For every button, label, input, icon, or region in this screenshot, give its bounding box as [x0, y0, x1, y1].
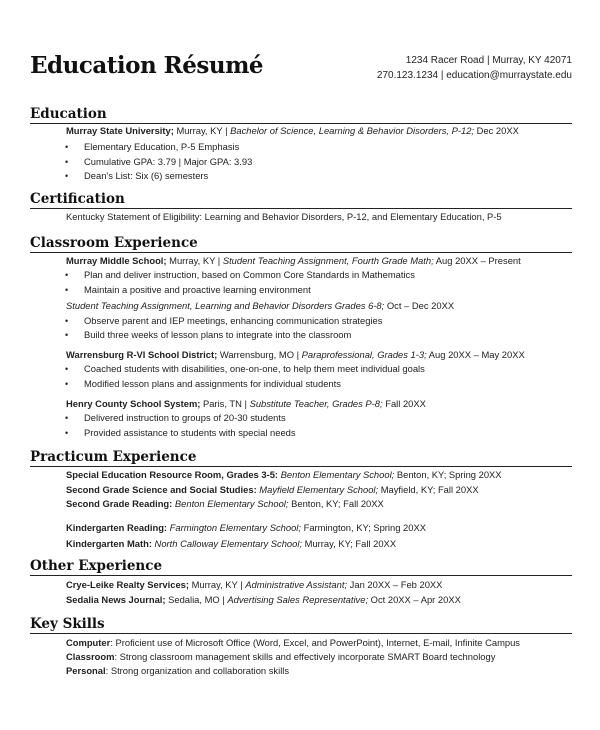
job-role: Paraprofessional, Grades 1-3;: [301, 349, 427, 360]
contact-address: 1234 Racer Road | Murray, KY 42071: [405, 55, 572, 66]
list-item: • Build three weeks of lesson plans to integrate into the classroom: [84, 329, 351, 341]
school-name: Murray State University;: [66, 125, 174, 136]
education-entry: [66, 125, 519, 137]
practicum-course: Second Grade Science and Social Studies:: [66, 484, 257, 495]
job-role: Administrative Assistant;: [245, 579, 348, 590]
job-date: Aug 20XX – Present: [433, 255, 521, 266]
list-item: • Modified lesson plans and assignments for individual students: [84, 378, 341, 390]
employer-location: Paris, TN |: [200, 398, 250, 409]
skill-description: : Proficient use of Microsoft Office (Word, Excel, and PowerPoint), Internet, E-mail, Infinite Campus: [110, 637, 520, 648]
employer-name: Sedalia News Journal;: [66, 594, 166, 605]
list-item: • Coached students with disabilities, one-on-one, to help them meet individual goals: [84, 363, 425, 375]
practicum-course: Kindergarten Reading:: [66, 522, 168, 533]
practicum-course: Kindergarten Math:: [66, 538, 152, 549]
section-divider: [30, 575, 572, 576]
employer-location: Murray, KY |: [189, 579, 246, 590]
section-divider: [30, 208, 572, 209]
list-item: • Elementary Education, P-5 Emphasis: [84, 141, 239, 153]
list-item: • Maintain a positive and proactive learning environment: [84, 284, 311, 296]
practicum-school: Mayfield Elementary School;: [256, 484, 379, 495]
practicum-detail: Murray, KY; Fall 20XX: [302, 538, 397, 549]
skill-category: Computer: [66, 637, 111, 648]
section-heading-classroom-experience: Classroom Experience: [30, 235, 198, 251]
section-divider: [30, 466, 572, 467]
job-date: Aug 20XX – May 20XX: [426, 349, 525, 360]
school-location: Murray, KY |: [173, 125, 231, 136]
practicum-school: North Calloway Elementary School;: [151, 538, 303, 549]
skill-item: [66, 651, 495, 663]
practicum-item: [66, 498, 384, 510]
employer-location: Murray, KY |: [166, 255, 223, 266]
employer-location: Sedalia, MO |: [165, 594, 228, 605]
employer-location: Warrensburg, MO |: [217, 349, 302, 360]
skill-description: : Strong classroom management skills and effectively incorporate SMART Board technology: [114, 651, 496, 662]
section-heading-practicum-experience: Practicum Experience: [30, 449, 197, 465]
section-heading-education: Education: [30, 106, 107, 122]
list-item: • Plan and deliver instruction, based on Common Core Standards in Mathematics: [84, 269, 415, 281]
practicum-item: [66, 522, 426, 534]
job-role: Substitute Teacher, Grades P-8;: [249, 398, 383, 409]
job-role: Advertising Sales Representative;: [227, 594, 369, 605]
practicum-school: Benton Elementary School;: [172, 498, 289, 509]
practicum-school: Farmington Elementary School;: [167, 522, 301, 533]
practicum-detail: Benton, KY; Fall 20XX: [288, 498, 384, 509]
resume-title: Education Résumé: [30, 52, 264, 79]
job-date: Oct – Dec 20XX: [384, 300, 455, 311]
list-item: • Provided assistance to students with special needs: [84, 427, 296, 439]
section-heading-other-experience: Other Experience: [30, 558, 163, 574]
job-date: Fall 20XX: [382, 398, 426, 409]
employer-name: Crye-Leike Realty Services;: [66, 579, 189, 590]
practicum-detail: Benton, KY; Spring 20XX: [394, 469, 502, 480]
experience-entry: [66, 349, 525, 361]
section-divider: [30, 252, 572, 253]
list-item: • Dean's List: Six (6) semesters: [84, 170, 208, 182]
employer-name: Warrensburg R-VI School District;: [66, 349, 218, 360]
list-item: • Observe parent and IEP meetings, enhancing communication strategies: [84, 315, 382, 327]
practicum-detail: Mayfield, KY; Fall 20XX: [378, 484, 479, 495]
experience-entry: [66, 300, 454, 312]
practicum-school: Benton Elementary School;: [278, 469, 395, 480]
contact-phone-email: 270.123.1234 | education@murraystate.edu: [376, 70, 572, 81]
section-heading-certification: Certification: [30, 191, 125, 207]
practicum-course: Second Grade Reading:: [66, 498, 173, 509]
skill-item: [66, 665, 289, 677]
job-date: Jan 20XX – Feb 20XX: [347, 579, 443, 590]
list-item: • Delivered instruction to groups of 20-30 students: [84, 412, 286, 424]
other-experience-item: [66, 579, 442, 591]
job-date: Oct 20XX – Apr 20XX: [368, 594, 461, 605]
experience-entry: [66, 255, 521, 267]
skill-category: Classroom: [66, 651, 115, 662]
job-role: Student Teaching Assignment, Learning and Behavior Disorders Grades 6-8;: [66, 300, 385, 311]
practicum-course: Special Education Resource Room, Grades 3-5:: [66, 469, 279, 480]
certification-text: Kentucky Statement of Eligibility: Learning and Behavior Disorders, P-12, and Elementary Education, P-5: [66, 211, 502, 222]
practicum-detail: Farmington, KY; Spring 20XX: [300, 522, 426, 533]
employer-name: Murray Middle School;: [66, 255, 167, 266]
experience-entry: [66, 398, 426, 410]
practicum-item: [66, 538, 396, 550]
practicum-item: [66, 484, 479, 496]
section-divider: [30, 633, 572, 634]
job-role: Student Teaching Assignment, Fourth Grade Math;: [222, 255, 434, 266]
contact-block: [377, 53, 572, 83]
practicum-item: [66, 469, 502, 481]
employer-name: Henry County School System;: [66, 398, 201, 409]
other-experience-item: [66, 594, 461, 606]
section-heading-key-skills: Key Skills: [30, 616, 105, 632]
skill-category: Personal: [66, 665, 106, 676]
skill-item: [66, 637, 520, 649]
degree-date: Dec 20XX: [474, 125, 519, 136]
degree: Bachelor of Science, Learning & Behavior Disorders, P-12;: [230, 125, 475, 136]
list-item: • Cumulative GPA: 3.79 | Major GPA: 3.93: [84, 156, 252, 168]
skill-description: : Strong organization and collaboration skills: [105, 665, 290, 676]
section-divider: [30, 123, 572, 124]
